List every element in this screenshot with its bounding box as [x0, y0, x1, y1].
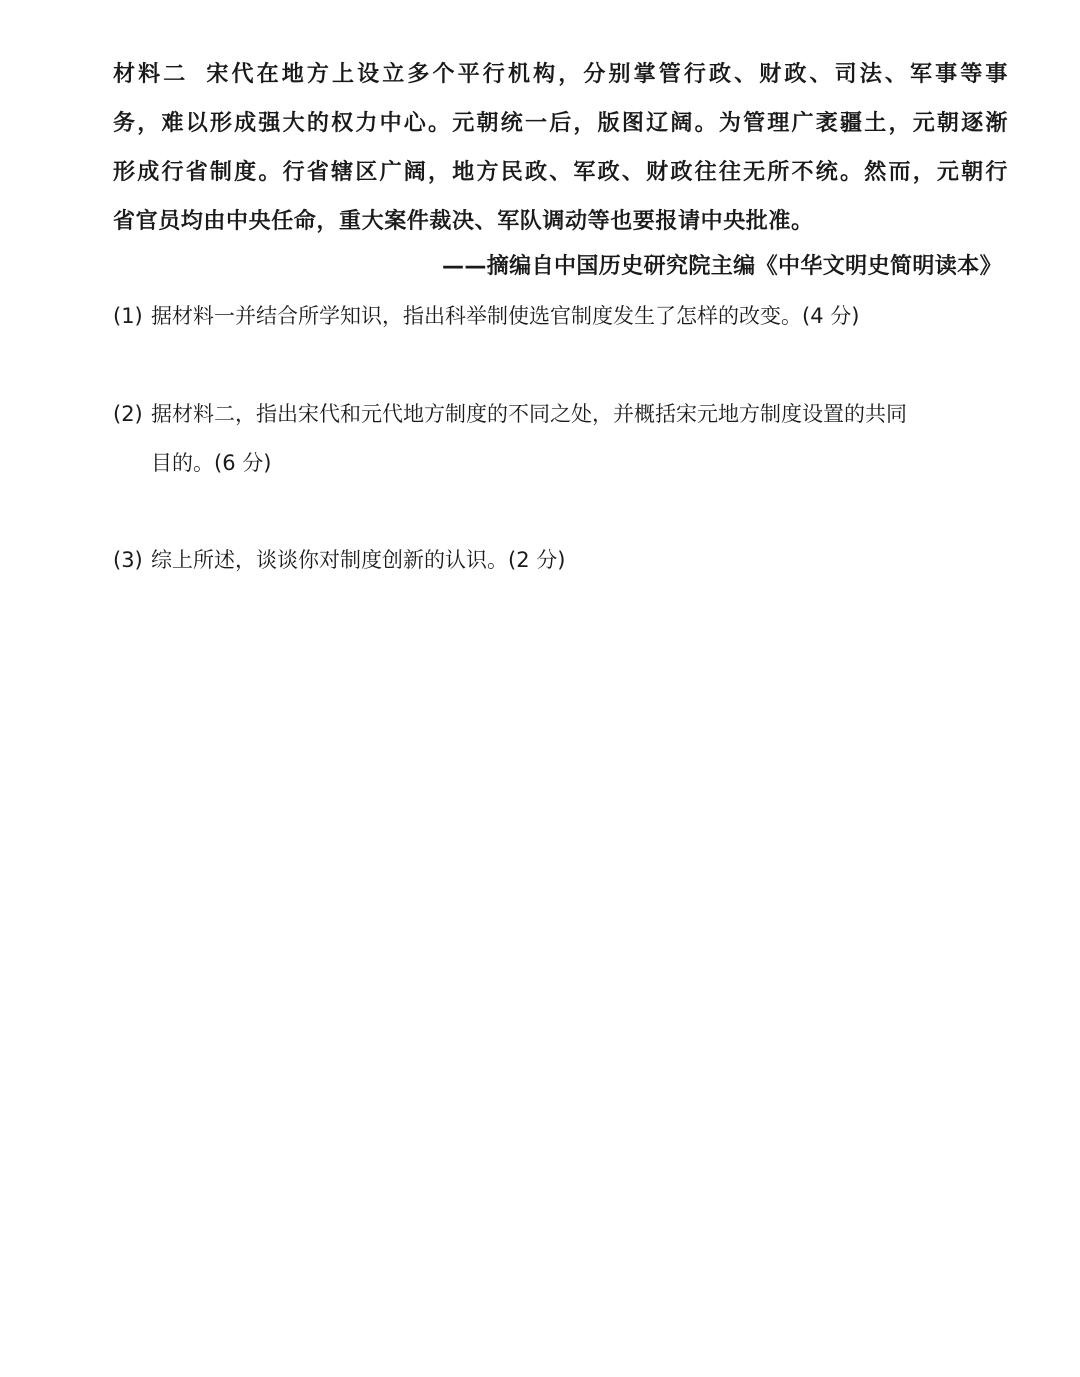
- question-number: (3): [113, 548, 143, 572]
- material-source-citation: ——摘编自中国历史研究院主编《中华文明史简明读本》: [441, 254, 1002, 279]
- material-label: 材料二: [113, 62, 189, 87]
- material-two-passage: [113, 50, 1008, 246]
- question-text: 据材料一并结合所学知识，指出科举制使选官制度发生了怎样的改变。(4 分): [151, 304, 860, 328]
- question-text: 据材料二，指出宋代和元代地方制度的不同之处，并概括宋元地方制度设置的共同: [151, 402, 907, 426]
- question-3: [113, 536, 1013, 585]
- question-1: [113, 292, 1013, 341]
- material-line-3: 形成行省制度。行省辖区广阔，地方民政、军政、财政往往无所不统。然而，元朝行: [113, 160, 1008, 185]
- question-number: (2): [113, 402, 143, 426]
- material-text: 宋代在地方上设立多个平行机构，分别掌管行政、财政、司法、军事等事: [206, 62, 1008, 87]
- question-text: 综上所述，谈谈你对制度创新的认识。(2 分): [151, 548, 566, 572]
- material-line-2: 务，难以形成强大的权力中心。元朝统一后，版图辽阔。为管理广袤疆土，元朝逐渐: [113, 111, 1008, 136]
- question-text-continued: 目的。(6 分): [151, 451, 272, 475]
- material-line-1: [113, 50, 1008, 99]
- question-2: [113, 390, 1013, 488]
- material-line-4: 省官员均由中央任命，重大案件裁决、军队调动等也要报请中央批准。: [113, 209, 814, 234]
- question-number: (1): [113, 304, 143, 328]
